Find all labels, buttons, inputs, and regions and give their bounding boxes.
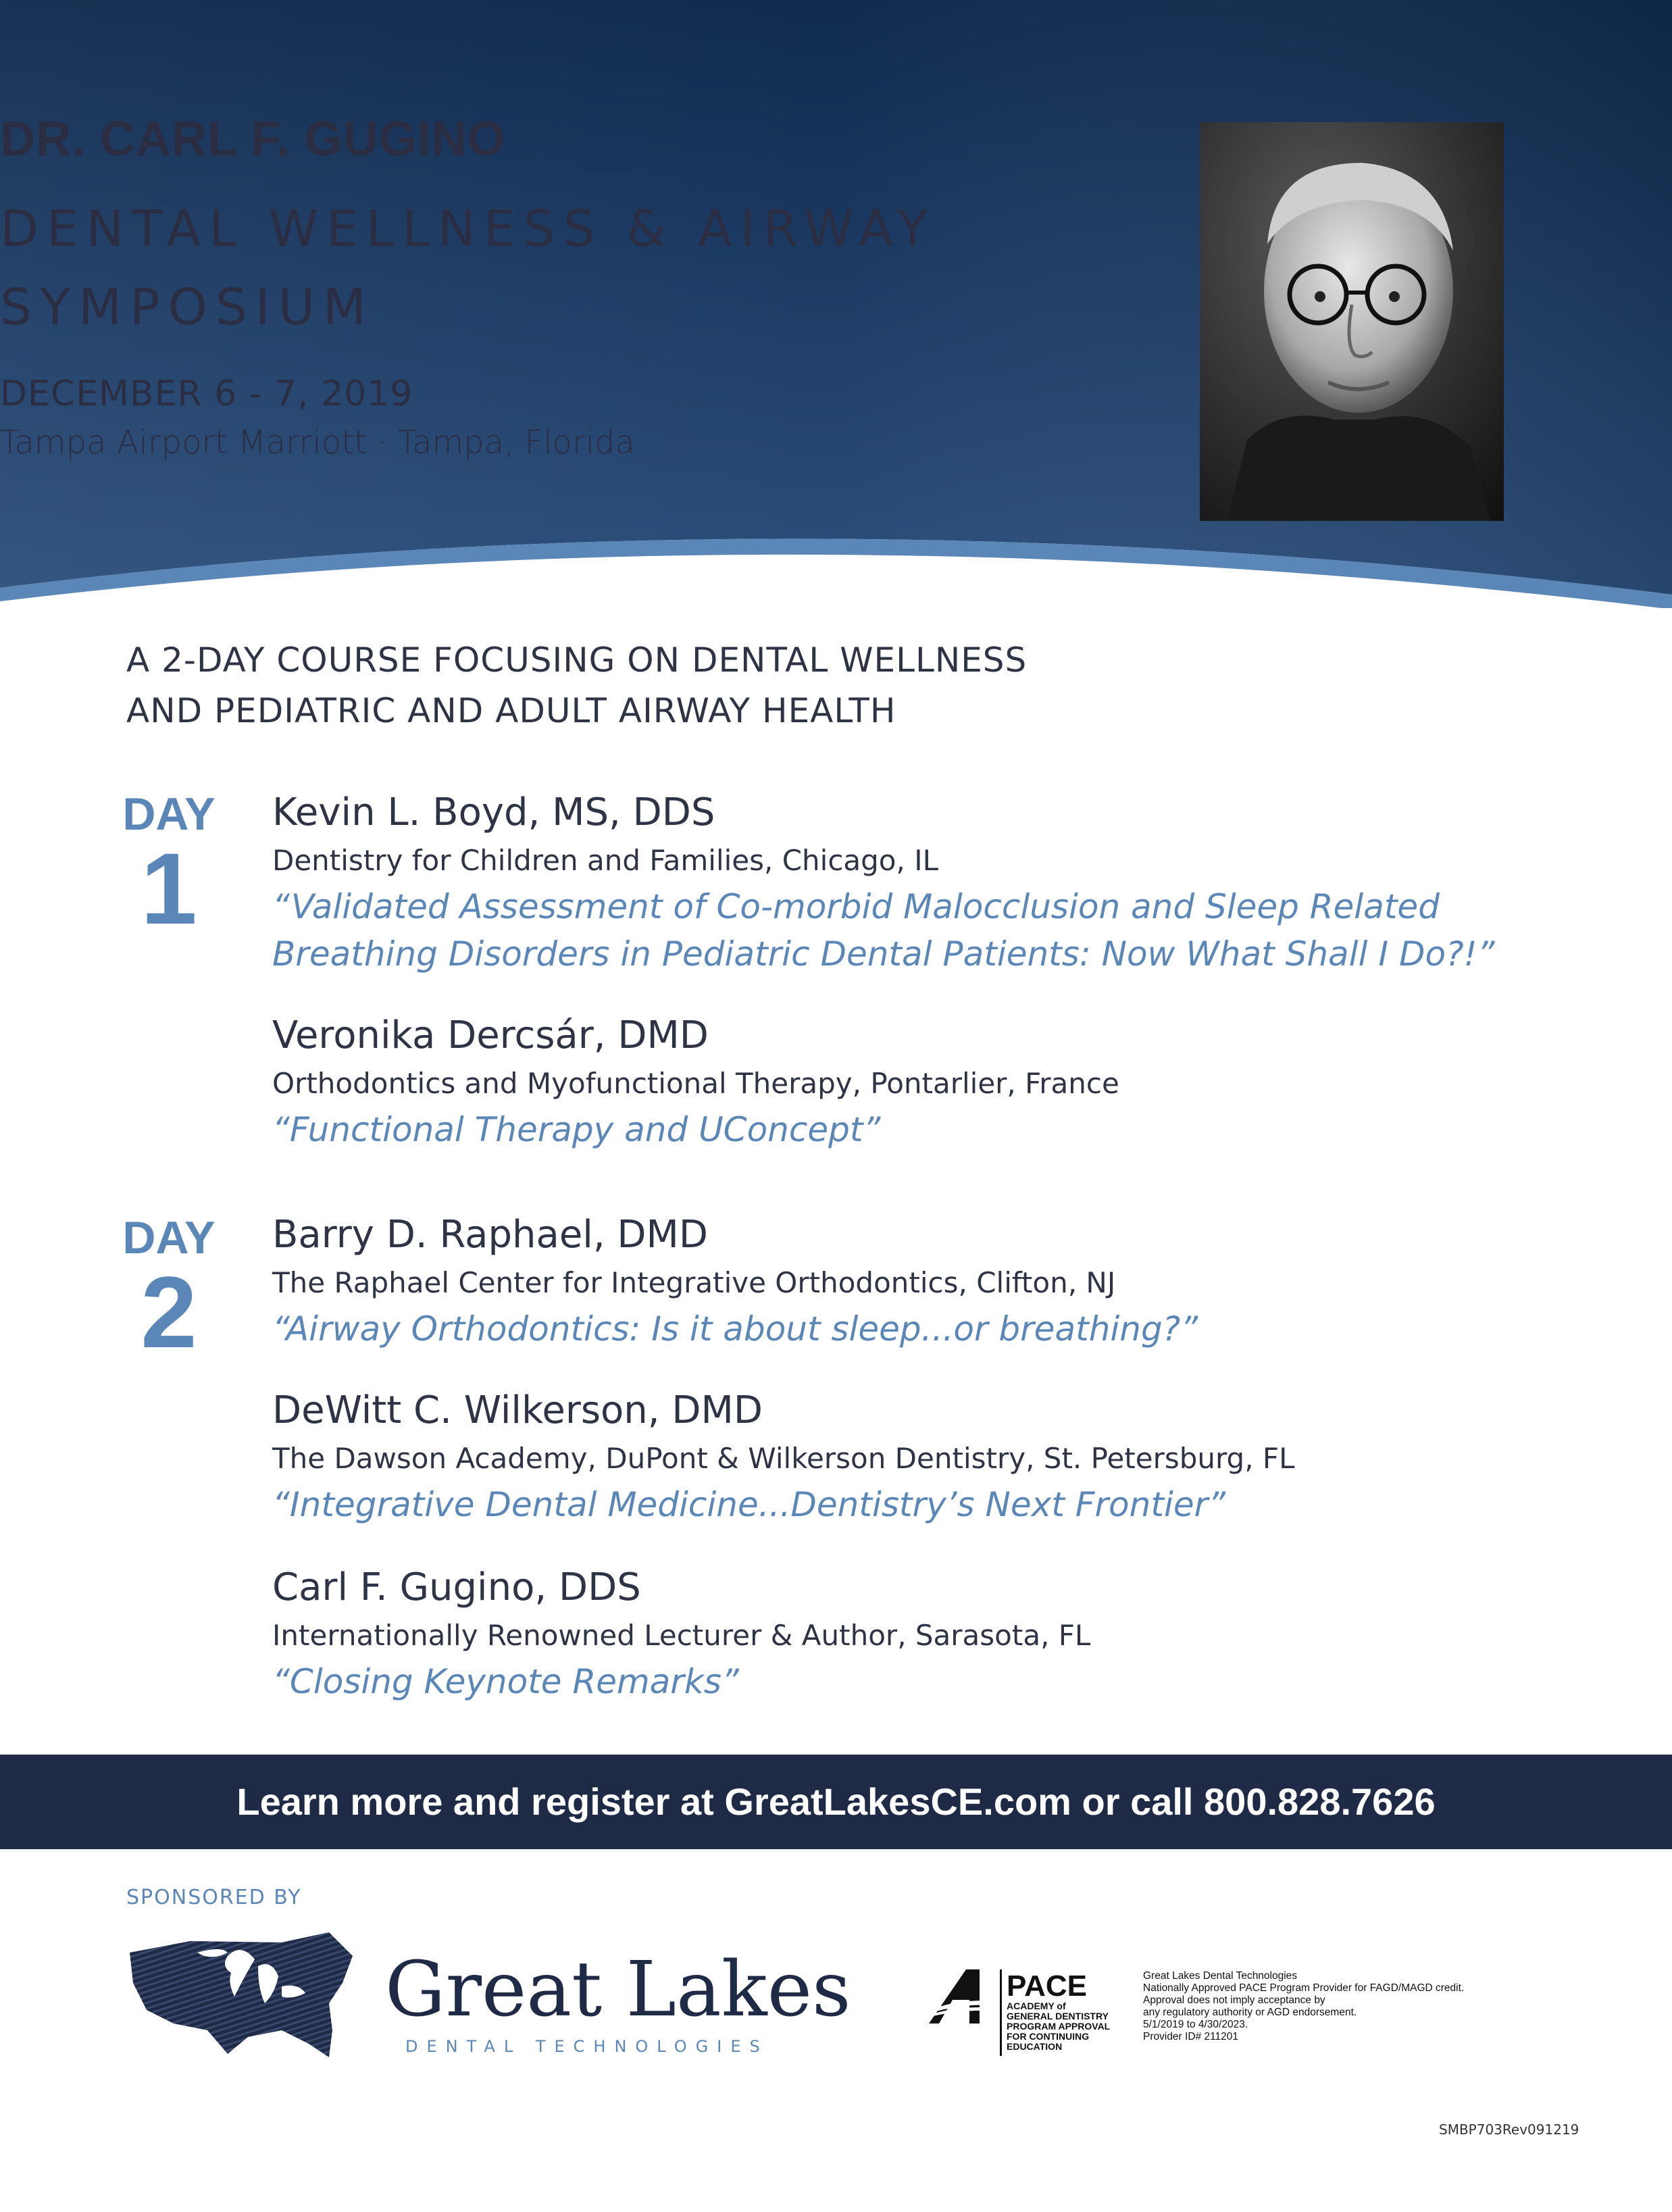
pace-text-line: Provider ID# 211201 [1143, 2031, 1239, 2042]
pace-logo-line: FOR CONTINUING [1007, 2031, 1090, 2042]
speaker-gugino [272, 1562, 1590, 1705]
speaker-name: Kevin L. Boyd, MS, DDS [272, 790, 715, 834]
speaker-name: Carl F. Gugino, DDS [272, 1565, 641, 1609]
intro-line1: A 2-DAY COURSE FOCUSING ON DENTAL WELLNESS [126, 640, 1028, 680]
talk-title-line1: “Validated Assessment of Co-morbid Malocclusion and Sleep Related [272, 887, 1440, 926]
speaker-affiliation: Dentistry for Children and Families, Chicago, IL [272, 844, 938, 877]
pace-text-line: 5/1/2019 to 4/30/2023. [1143, 2019, 1248, 2030]
pace-logo-line: EDUCATION [1007, 2041, 1063, 2052]
speaker-name: DeWitt C. Wilkerson, DMD [272, 1388, 763, 1432]
day-2-number: 2 [141, 1255, 197, 1369]
day-1-number: 1 [141, 832, 197, 945]
speaker-affiliation: Internationally Renowned Lecturer & Author, Sarasota, FL [272, 1619, 1091, 1652]
intro-line2: AND PEDIATRIC AND ADULT AIRWAY HEALTH [126, 691, 896, 730]
day-1-label [111, 788, 226, 945]
event-title-line1: DENTAL WELLNESS & AIRWAY [0, 200, 936, 258]
pace-divider [1000, 1969, 1002, 2056]
pace-text-line: Approval does not imply acceptance by [1143, 1994, 1325, 2006]
register-cta-bar[interactable]: Learn more and register at GreatLakesCE.com or call 800.828.7626 [0, 1755, 1672, 1849]
pace-logo-line: ACADEMY of [1007, 2001, 1066, 2011]
pace-approval-text [1143, 1970, 1464, 2043]
talk-title-line1: “Airway Orthodontics: Is it about sleep...or breathing?” [272, 1309, 1198, 1349]
speaker-wilkerson [272, 1385, 1590, 1528]
pace-text-line: Nationally Approved PACE Program Provider for FAGD/MAGD credit. [1143, 1982, 1465, 1994]
speaker-affiliation: Orthodontics and Myofunctional Therapy, Pontarlier, France [272, 1067, 1119, 1100]
talk-title-line1: “Functional Therapy and UConcept” [272, 1110, 881, 1149]
speaker-host-name: DR. CARL F. GUGINO [0, 112, 506, 166]
speaker-affiliation: The Raphael Center for Integrative Orthodontics, Clifton, NJ [272, 1266, 1116, 1299]
course-intro [126, 635, 1342, 736]
pace-text-line: Great Lakes Dental Technologies [1143, 1970, 1298, 1982]
talk-title-line1: “Closing Keynote Remarks” [272, 1662, 739, 1701]
sponsor-logo-name: Great Lakes [385, 1946, 851, 2034]
sponsor-logo-subtitle: DENTAL TECHNOLOGIES [405, 2037, 769, 2056]
event-title-line2: SYMPOSIUM [0, 278, 374, 336]
pace-logo-lines [1007, 2001, 1110, 2052]
pace-text-line: any regulatory authority or AGD endorsement. [1143, 2007, 1357, 2018]
pace-logo-word: PACE [1007, 1969, 1087, 2003]
great-lakes-map-icon [126, 1929, 359, 2064]
speaker-name: Veronika Dercsár, DMD [272, 1013, 709, 1057]
speaker-affiliation: The Dawson Academy, DuPont & Wilkerson Dentistry, St. Petersburg, FL [272, 1442, 1295, 1475]
sponsored-by-label: SPONSORED BY [126, 1886, 302, 1909]
speaker-dercsar [272, 1010, 1590, 1153]
portrait-photo [1200, 122, 1504, 521]
talk-title-line1: “Integrative Dental Medicine...Dentistry’s Next Frontier” [272, 1485, 1226, 1524]
agd-logo-icon [929, 1966, 996, 2027]
speaker-boyd [272, 787, 1590, 978]
day-2-word: DAY [122, 1212, 216, 1263]
event-venue: Tampa Airport Marriott · Tampa, Florida [0, 424, 635, 461]
document-code: SMBP703Rev091219 [1439, 2121, 1579, 2138]
speaker-name: Barry D. Raphael, DMD [272, 1213, 708, 1257]
pace-logo-line: PROGRAM APPROVAL [1007, 2021, 1111, 2032]
event-date: DECEMBER 6 - 7, 2019 [0, 374, 413, 414]
speaker-raphael [272, 1209, 1590, 1353]
day-1-word: DAY [122, 788, 216, 840]
talk-title-line2: Breathing Disorders in Pediatric Dental Patients: Now What Shall I Do?!” [272, 934, 1495, 974]
pace-logo-line: GENERAL DENTISTRY [1007, 2011, 1109, 2021]
day-2-label [111, 1212, 226, 1369]
